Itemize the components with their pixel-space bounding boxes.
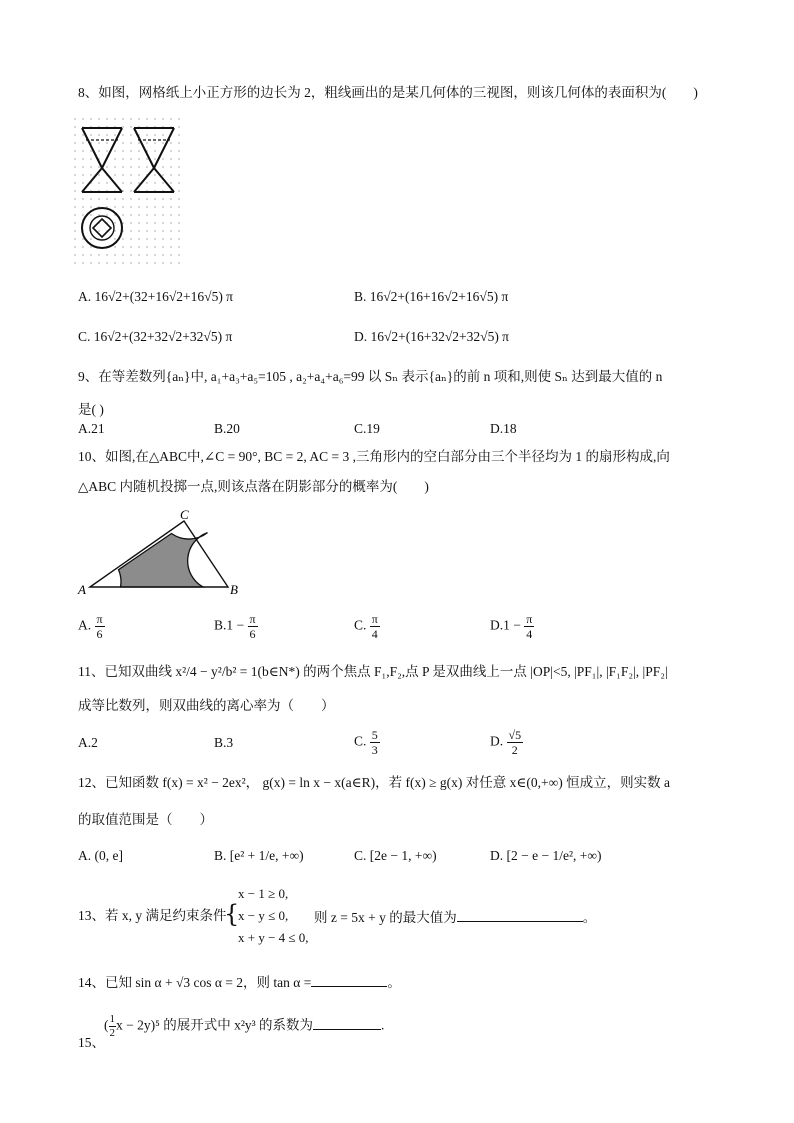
q13-constraint-2: x − y ≤ 0, — [238, 908, 289, 923]
q12-option-d: D. [2 − e − 1/e², +∞) — [490, 848, 602, 863]
q9-option-c: C.19 — [354, 421, 380, 436]
q9-stem-line1: 9、在等差数列{aₙ}中, a₁+a₃+a₅=105 , a₂+a₄+a₆=99 以 Sₙ 表示{aₙ}的前 n 项和,则使 Sₙ 达到最大值的 n — [78, 369, 663, 384]
q12-stem-line1: 12、已知函数 f(x) = x² − 2ex²， g(x) = ln x − x(a∈R)，若 f(x) ≥ g(x) 对任意 x∈(0,+∞) 恒成立，则实数 a — [78, 775, 670, 790]
q10-option-c: C. $\frac{\pi}{4}$ — [354, 612, 378, 641]
q13-prefix: 13、若 x, y 满足约束条件 — [78, 908, 227, 923]
q15-stem: ( $\frac{1}{2}$ x − 2y)⁵ 的展开式中 x²y³ 的系数为 . — [104, 1013, 385, 1039]
q11-stem-line2: 成等比数列，则双曲线的离心率为（ ） — [78, 698, 335, 713]
q8-option-c: C. 16√2+(32+32√2+32√5) π — [78, 329, 233, 344]
q10-option-b: B.1 − $\frac{\pi}{6}$ — [214, 612, 256, 641]
shaded-region — [119, 533, 208, 587]
q15-answer-blank[interactable] — [313, 1015, 381, 1030]
q11-option-d: D. $\frac{√5}{2}$ — [490, 728, 522, 757]
q11-option-b: B.3 — [214, 735, 234, 750]
q8-three-view-figure — [74, 118, 186, 270]
q11-stem-line1: 11、已知双曲线 x²/4 − y²/b² = 1(b∈N*) 的两个焦点 F₁,F₂,点 P 是双曲线上一点 |OP|<5, |PF₁|, |F₁F₂|, |PF₂| — [78, 664, 668, 679]
q12-stem-line2: 的取值范围是（ ） — [78, 812, 213, 827]
q8-option-a: A. 16√2+(32+16√2+16√5) π — [78, 289, 233, 304]
q13-constraint-1: x − 1 ≥ 0, — [238, 886, 289, 901]
q10-option-d: D.1 − $\frac{\pi}{4}$ — [490, 612, 533, 641]
q12-option-b: B. [e² + 1/e, +∞) — [214, 848, 304, 863]
q11-option-c: C. $\frac{5}{3}$ — [354, 728, 378, 757]
q12-option-c: C. [2e − 1, +∞) — [354, 848, 437, 863]
q13-answer-blank[interactable] — [457, 907, 583, 922]
q11-option-a: A.2 — [78, 735, 98, 750]
q14-answer-blank[interactable] — [311, 972, 387, 987]
q8-option-b: B. 16√2+(16+16√2+16√5) π — [354, 289, 509, 304]
vertex-label-a: A — [78, 582, 86, 597]
q10-triangle-figure — [74, 508, 244, 598]
q13-suffix: 则 z = 5x + y 的最大值为 。 — [314, 907, 596, 927]
q13-brace: { — [224, 900, 240, 928]
vertex-label-b: B — [230, 582, 238, 597]
q8-stem: 8、如图，网格纸上小正方形的边长为 2，粗线画出的是某几何体的三视图，则该几何体的表面积为( ) — [78, 85, 698, 100]
q15-number: 15、 — [78, 1035, 105, 1050]
q13-constraint-3: x + y − 4 ≤ 0, — [238, 930, 309, 945]
q10-stem-line2: △ABC 内随机投掷一点,则该点落在阴影部分的概率为( ) — [78, 479, 429, 494]
vertex-label-c: C — [180, 507, 189, 522]
q9-option-d: D.18 — [490, 421, 517, 436]
q8-option-d: D. 16√2+(16+32√2+32√5) π — [354, 329, 509, 344]
q9-option-b: B.20 — [214, 421, 240, 436]
q9-stem-line2: 是( ) — [78, 402, 104, 417]
q10-option-a: A. $\frac{\pi}{6}$ — [78, 612, 103, 641]
q12-option-a: A. (0, e] — [78, 848, 123, 863]
q10-stem-line1: 10、如图,在△ABC中,∠C = 90°, BC = 2, AC = 3 ,三角形内的空白部分由三个半径均为 1 的扇形构成,向 — [78, 449, 670, 464]
q14-stem: 14、已知 sin α + √3 cos α = 2，则 tan α = 。 — [78, 972, 401, 992]
q9-option-a: A.21 — [78, 421, 105, 436]
